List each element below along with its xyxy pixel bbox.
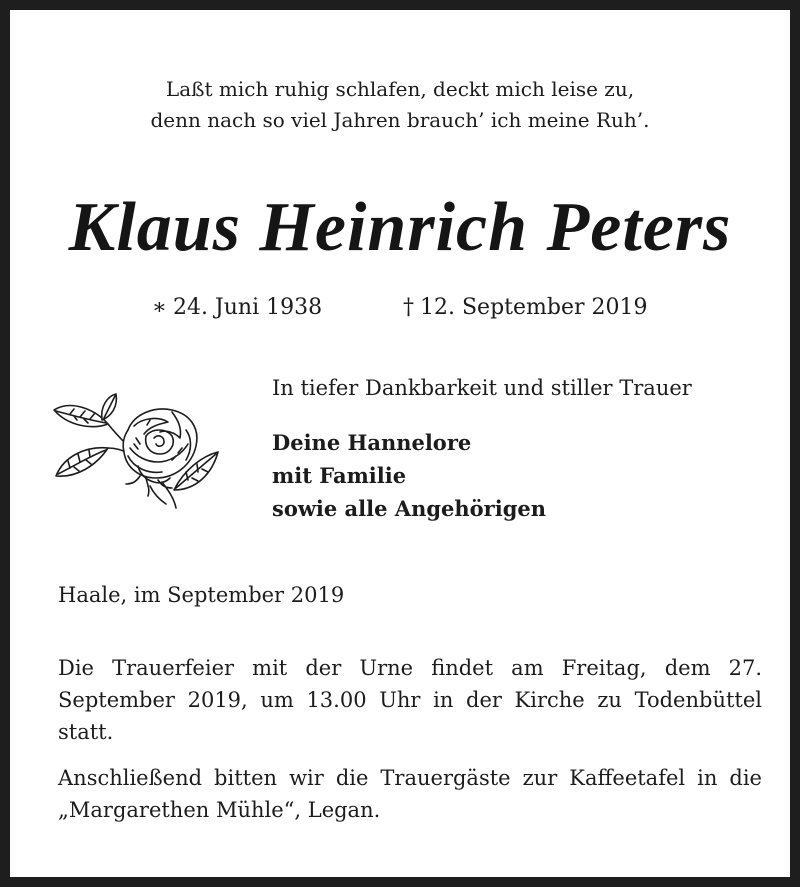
place-date: Haale, im September 2019	[58, 583, 345, 607]
motto-line-2: denn nach so viel Jahren brauch’ ich meine Ruh’.	[150, 108, 650, 132]
mourner-line: Deine Hannelore	[272, 430, 472, 455]
death-date	[403, 295, 647, 320]
motto-line-1: Laßt mich ruhig schlafen, deckt mich leise zu,	[165, 77, 635, 101]
mourners-list	[272, 426, 546, 525]
mourner-line: mit Familie	[272, 463, 407, 488]
death-cross-icon: †	[403, 295, 414, 320]
death-date-text: 12. September 2019	[420, 295, 648, 320]
deceased-name: Klaus Heinrich Peters	[68, 189, 732, 266]
rose-icon	[50, 390, 222, 512]
birth-date	[152, 295, 322, 320]
birth-date-text: 24. Juni 1938	[172, 295, 323, 320]
funeral-info: Die Trauerfeier mit der Urne findet am Freitag, dem 27. September 2019, um 13.00 Uhr in der Kirche zu Todenbüttel statt.	[58, 656, 762, 744]
mourning-intro: In tiefer Dankbarkeit und stiller Trauer	[272, 376, 692, 400]
reception-info: Anschließend bitten wir die Trauergäste zur Kaffeetafel in die „Margarethen Mühle“, Legan.	[58, 766, 762, 822]
mourner-line: sowie alle Angehörigen	[272, 496, 547, 521]
birth-star-icon: ∗	[152, 295, 167, 320]
motto-verse	[20, 74, 780, 136]
